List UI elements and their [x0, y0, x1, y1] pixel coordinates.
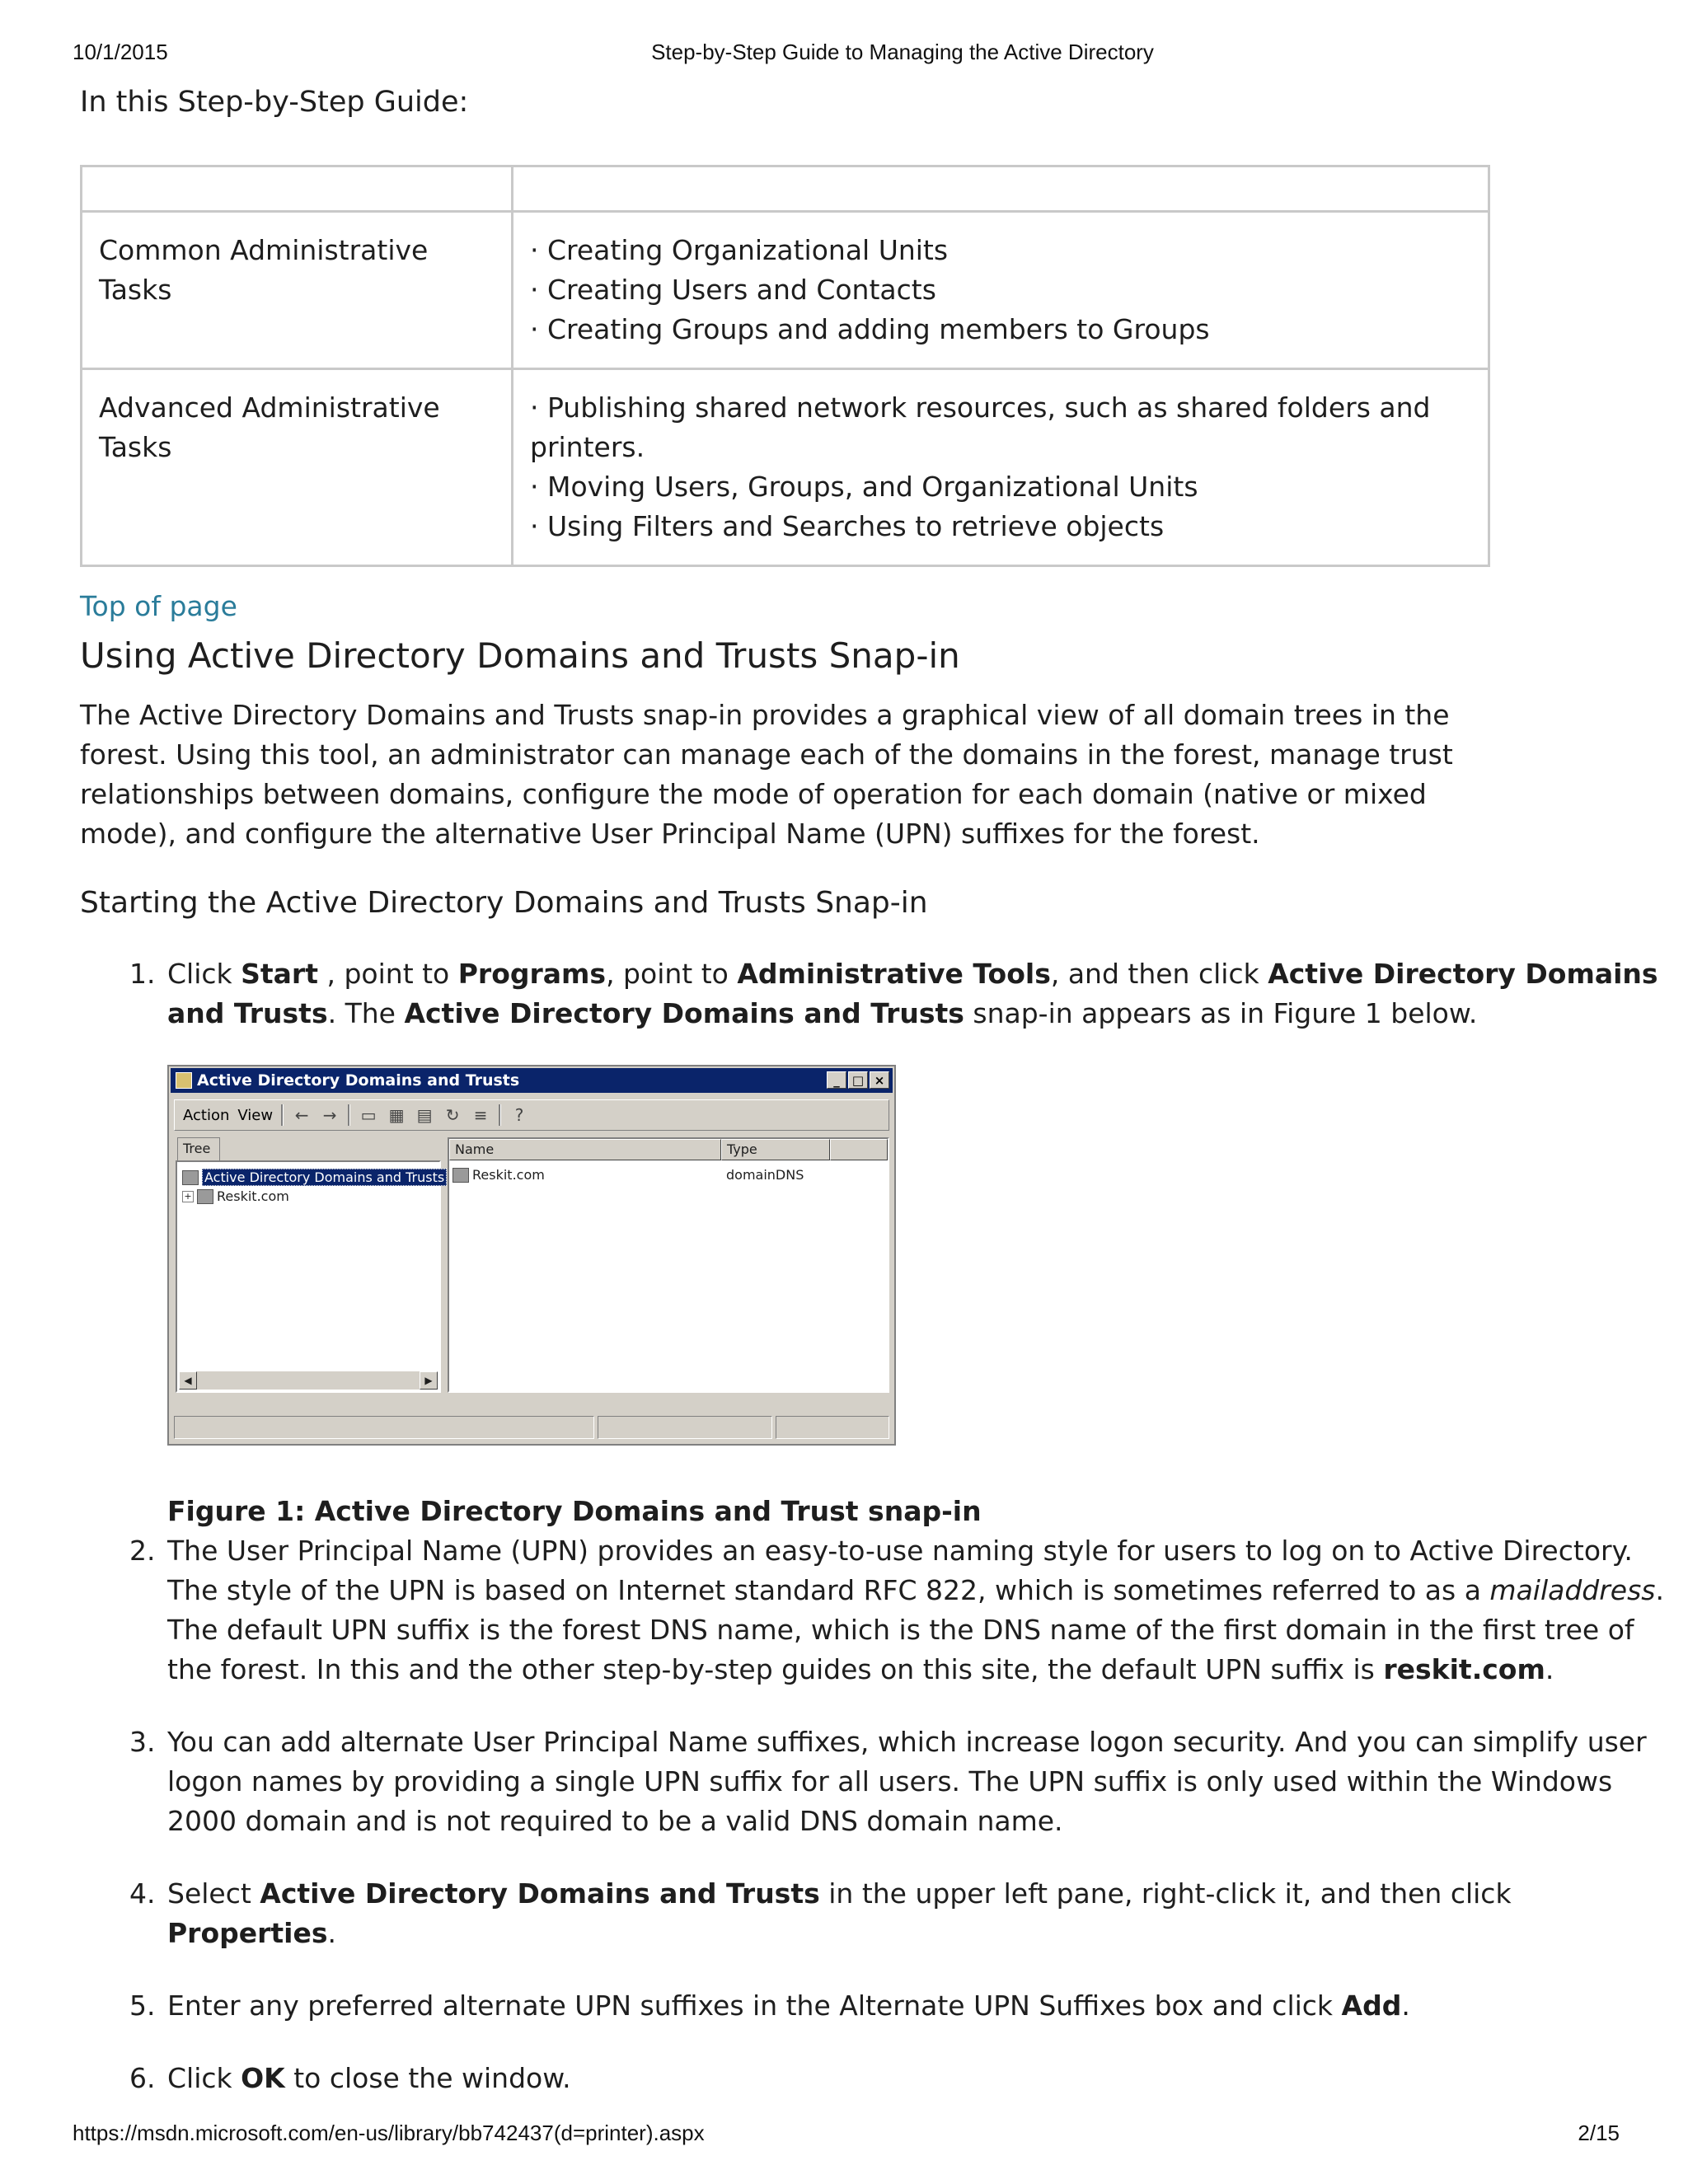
export-list-icon[interactable]: ≡: [473, 1105, 488, 1125]
step-number: 3.: [129, 1726, 156, 1758]
toolbar-separator: [499, 1104, 501, 1126]
close-icon[interactable]: ×: [870, 1071, 889, 1089]
task-item: · Using Filters and Searches to retrieve objects: [530, 510, 1165, 542]
list-item: 2. The User Principal Name (UPN) provides an easy-to-use naming style for users to log on to Active Directory. The style of the UPN is based on Internet standard RFC 822, which is sometimes referred to as a mailaddress. The default UPN suffix is the forest DNS name, which is the DNS name of the first domain in the first tree of the forest. In this and the other step-by-step guides on this site, the default UPN suffix is reskit.com.: [167, 1531, 1667, 1690]
minimize-icon[interactable]: _: [827, 1071, 846, 1089]
window-toolbar: [174, 1099, 889, 1131]
domain-icon: [452, 1168, 469, 1183]
toolbar-separator: [281, 1104, 284, 1126]
task-item: · Creating Groups and adding members to Groups: [530, 313, 1210, 345]
forward-icon[interactable]: →: [322, 1105, 337, 1125]
list-item: 4. Select Active Directory Domains and Trusts in the upper left pane, right-click it, and then click Properties.: [167, 1874, 1667, 1953]
maximize-icon[interactable]: □: [848, 1071, 868, 1089]
expand-icon[interactable]: +: [182, 1191, 194, 1202]
table-tasks-cell: [513, 212, 1489, 369]
refresh-icon[interactable]: ↻: [445, 1105, 460, 1125]
window-title: Active Directory Domains and Trusts: [197, 1071, 520, 1090]
show-tree-icon[interactable]: ▦: [388, 1105, 405, 1125]
section-paragraph: The Active Directory Domains and Trusts snap-in provides a graphical view of all domain trees in the forest. Using this tool, an administrator can manage each of the domains in the forest, manage trust relationships between domains, configure the mode of operation for each domain (native or mixed mode), and configure the alternative User Principal Name (UPN) suffixes for the forest.: [80, 699, 1453, 850]
step-number: 6.: [129, 2062, 156, 2094]
task-item: · Creating Organizational Units: [530, 234, 949, 266]
column-header-blank: [830, 1139, 888, 1160]
tree-node-root[interactable]: Active Directory Domains and Trusts: [182, 1169, 447, 1186]
window-titlebar: [171, 1068, 893, 1093]
table-category-cell: Advanced Administrative Tasks: [82, 369, 513, 566]
guide-table: [80, 165, 1490, 567]
tree-pane: [176, 1160, 445, 1393]
menu-action[interactable]: Action: [183, 1106, 230, 1124]
step-number: 5.: [129, 1990, 156, 2022]
toolbar-separator: [348, 1104, 350, 1126]
task-item: · Moving Users, Groups, and Organizational Units: [530, 471, 1198, 503]
list-item: 1. Click Start , point to Programs, point to Administrative Tools, and then click Active Directory Domains and Trusts. The Active Directory Domains and Trusts snap-in appears as in Figure 1 below. Active Directory Domains and Trusts _ □ × Action View ← → ▭ ▦ ▤ ↻ ≡ ? Tree Active Directory Domains and Trusts + Reskit.com ◀ ▶ Name Type Reskit.com domainDNS Figure 1: Active Directory Domains and Trust snap-in: [167, 954, 1667, 1531]
scroll-right-icon[interactable]: ▶: [420, 1371, 438, 1390]
scroll-left-icon[interactable]: ◀: [179, 1371, 197, 1390]
tab-tree[interactable]: Tree: [177, 1137, 220, 1160]
list-item: 5. Enter any preferred alternate UPN suffixes in the Alternate UPN Suffixes box and click Add.: [167, 1986, 1667, 2026]
subsection-heading: Starting the Active Directory Domains and Trusts Snap-in: [80, 886, 928, 920]
task-item: · Creating Users and Contacts: [530, 274, 936, 306]
figure-window: [167, 1065, 896, 1446]
print-footer-url: https://msdn.microsoft.com/en-us/library/bb742437(d=printer).aspx: [73, 2121, 705, 2145]
intro-text: In this Step-by-Step Guide:: [80, 86, 469, 119]
list-item: 3. You can add alternate User Principal Name suffixes, which increase logon security. And you can simplify user logon names by providing a single UPN suffix for all users. The UPN suffix is only used within the Windows 2000 domain and is not required to be a valid DNS domain name.: [167, 1722, 1667, 1841]
tree-node-domain[interactable]: + Reskit.com: [182, 1188, 289, 1204]
list-row-name[interactable]: Reskit.com: [452, 1167, 545, 1183]
step-number: 1.: [129, 958, 156, 990]
domains-trusts-icon: [182, 1170, 199, 1185]
section-heading: Using Active Directory Domains and Trusts Snap-in: [80, 635, 960, 676]
properties-icon[interactable]: ▤: [416, 1105, 433, 1125]
step-number: 4.: [129, 1877, 156, 1910]
column-header-type[interactable]: Type: [721, 1139, 830, 1160]
step-number: 2.: [129, 1535, 156, 1567]
back-icon[interactable]: ←: [294, 1105, 309, 1125]
help-icon[interactable]: ?: [514, 1105, 524, 1125]
top-of-page-link[interactable]: Top of page: [80, 590, 237, 622]
table-header-row: [82, 166, 1489, 212]
table-tasks-cell: [513, 369, 1489, 566]
table-row: [82, 369, 1489, 566]
menu-view[interactable]: View: [237, 1106, 274, 1124]
print-header-title: Step-by-Step Guide to Managing the Active Directory: [651, 40, 1154, 64]
horizontal-scrollbar[interactable]: [179, 1371, 438, 1390]
page-number: 2/15: [1578, 2121, 1620, 2145]
table-row: [82, 212, 1489, 369]
list-pane: [448, 1137, 889, 1393]
app-icon: [176, 1072, 192, 1089]
up-folder-icon[interactable]: ▭: [360, 1105, 377, 1125]
domain-icon: [197, 1189, 213, 1204]
steps-list: [80, 954, 1667, 2098]
list-row-type: domainDNS: [726, 1167, 804, 1183]
figure-caption: Figure 1: Active Directory Domains and Trust snap-in: [167, 1495, 982, 1527]
status-bar: [174, 1416, 889, 1439]
column-header-name[interactable]: Name: [449, 1139, 721, 1160]
table-category-cell: Common Administrative Tasks: [82, 212, 513, 369]
task-item: · Publishing shared network resources, such as shared folders and printers.: [530, 391, 1431, 463]
print-date: 10/1/2015: [73, 40, 168, 64]
list-item: 6. Click OK to close the window.: [167, 2059, 1667, 2098]
